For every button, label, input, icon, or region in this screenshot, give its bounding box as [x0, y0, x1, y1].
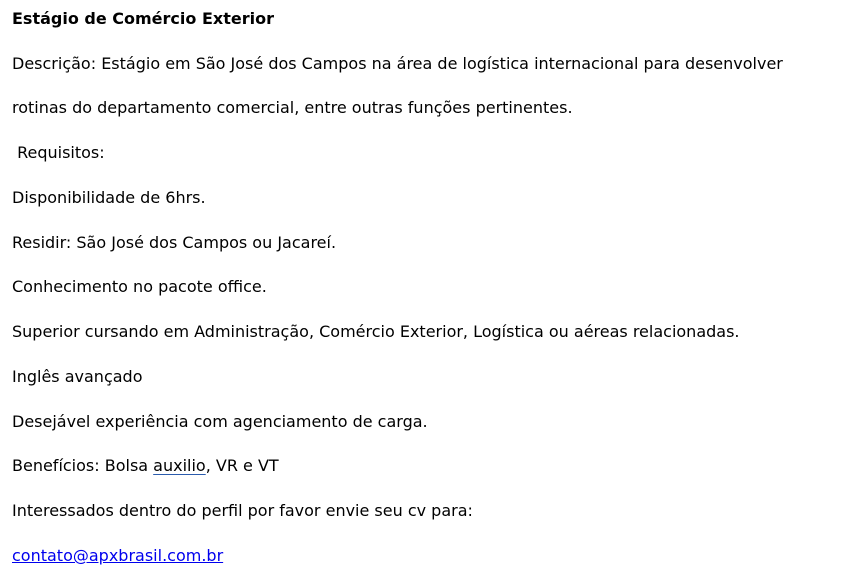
job-title: Estágio de Comércio Exterior — [12, 9, 274, 28]
description-line-1: Descrição: Estágio em São José dos Campos na área de logística internacional para desenvolver — [12, 54, 783, 73]
contact-instruction: Interessados dentro do perfil por favor envie seu cv para: — [12, 501, 473, 520]
benefits-line — [12, 456, 279, 476]
benefits-prefix: Benefícios: Bolsa — [12, 456, 154, 475]
contact-email-link[interactable]: contato@apxbrasil.com.br — [12, 546, 224, 565]
contact-email-line — [12, 546, 223, 566]
benefits-suffix: , VR e VT — [205, 456, 279, 475]
benefits-highlighted-word: auxilio — [153, 456, 206, 475]
requirement-experience: Desejável experiência com agenciamento de carga. — [12, 412, 428, 431]
requirement-availability: Disponibilidade de 6hrs. — [12, 188, 206, 207]
requirement-education: Superior cursando em Administração, Comércio Exterior, Logística ou aéreas relacionadas. — [12, 322, 740, 341]
requirement-residence: Residir: São José dos Campos ou Jacareí. — [12, 233, 337, 252]
requirement-english: Inglês avançado — [12, 367, 143, 386]
requirement-office: Conhecimento no pacote office. — [12, 277, 267, 296]
requirements-heading: Requisitos: — [12, 143, 105, 162]
description-line-2: rotinas do departamento comercial, entre outras funções pertinentes. — [12, 98, 573, 117]
